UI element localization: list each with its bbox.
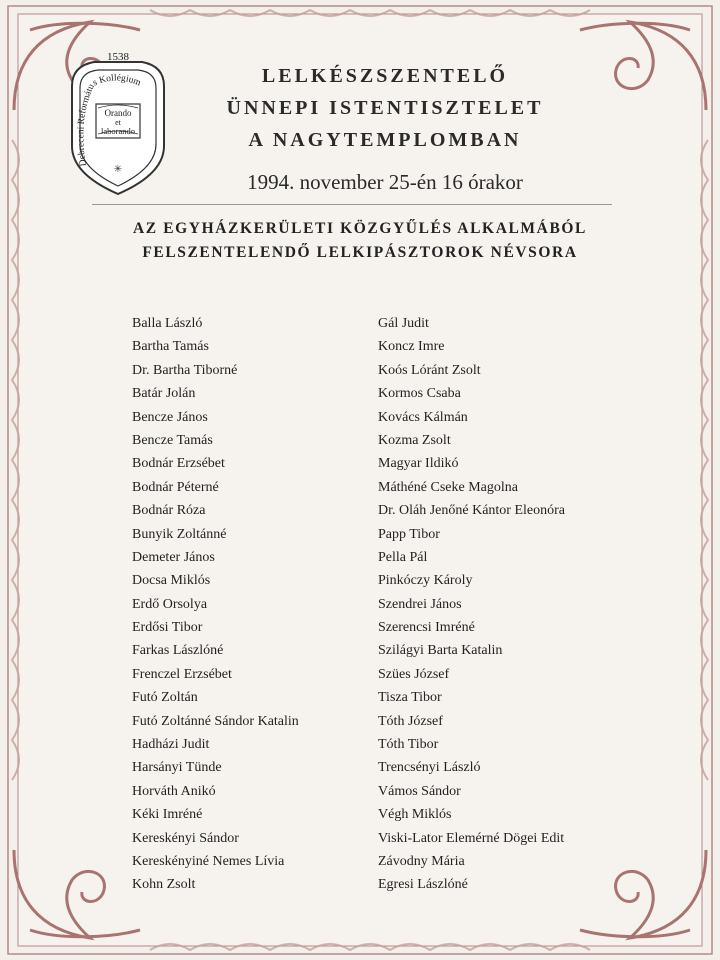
seal-motto-2: et <box>115 118 121 127</box>
service-title <box>150 60 620 156</box>
name-entry: Kereskényiné Nemes Lívia <box>132 853 285 869</box>
name-entry: Viski-Lator Elemérné Dögei Edit <box>378 830 565 846</box>
name-entry: Végh Miklós <box>378 807 452 823</box>
name-entry: Tóth Tibor <box>378 737 439 753</box>
name-entry: Tóth József <box>378 713 443 729</box>
name-entry: Szendrei János <box>378 596 462 612</box>
name-entry: Tisza Tibor <box>378 690 442 706</box>
subtitle-line-1: AZ EGYHÁZKERÜLETI KÖZGYŰLÉS ALKALMÁBÓL <box>133 220 587 237</box>
seal-year: 1538 <box>107 51 129 63</box>
name-entry: Bodnár Péterné <box>132 479 219 495</box>
title-line-1: LELKÉSZSZENTELŐ <box>261 65 509 87</box>
name-entry: Kozma Zsolt <box>378 432 451 448</box>
title-line-3: A NAGYTEMPLOMBAN <box>248 129 522 151</box>
name-entry: Dr. Oláh Jenőné Kántor Eleonóra <box>378 503 565 519</box>
name-entry: Harsányi Tünde <box>132 760 222 776</box>
name-entry: Bencze János <box>132 409 208 425</box>
seal-motto-1: Orando <box>104 108 132 118</box>
name-entry: Kereskényi Sándor <box>132 830 239 846</box>
name-entry: Bodnár Róza <box>132 503 206 519</box>
name-entry: Szües József <box>378 666 450 682</box>
name-entry: Bencze Tamás <box>132 432 213 448</box>
name-entry: Gál Judit <box>378 316 429 331</box>
seal-ring-text: Debreceni Református Kollégium <box>76 73 143 167</box>
title-line-2: ÜNNEPI ISTENTISZTELET <box>226 97 544 119</box>
name-entry: Batár Jolán <box>132 386 196 402</box>
name-entry: Pella Pál <box>378 549 428 565</box>
name-entry: Dr. Bartha Tiborné <box>132 362 238 378</box>
name-entry: Vámos Sándor <box>378 783 461 799</box>
divider-line <box>92 204 612 205</box>
name-entry: Balla László <box>132 316 203 331</box>
name-entry: Docsa Miklós <box>132 573 211 589</box>
name-entry: Koncz Imre <box>378 339 445 355</box>
name-entry: Bartha Tamás <box>132 339 209 355</box>
name-entry: Trencsényi László <box>378 760 481 776</box>
seal-motto-3: laborando <box>101 126 135 136</box>
name-entry: Máthéné Cseke Magolna <box>378 479 518 495</box>
name-entry: Kovács Kálmán <box>378 409 468 425</box>
subtitle-line-2: FELSZENTELENDŐ LELKIPÁSZTOROK NÉVSORA <box>142 244 578 261</box>
name-entry: Koós Lóránt Zsolt <box>378 362 481 378</box>
name-entry: Magyar Ildikó <box>378 456 459 472</box>
name-entry: Pinkóczy Károly <box>378 573 473 589</box>
name-entry: Bunyik Zoltánné <box>132 526 227 542</box>
name-entry: Szerencsi Imréné <box>378 620 475 636</box>
name-entry: Kohn Zsolt <box>132 877 196 893</box>
names-column-right <box>378 312 565 897</box>
name-entry: Erdő Orsolya <box>132 596 208 612</box>
name-entry: Kéki Imréné <box>132 807 203 823</box>
name-entry: Erdősi Tibor <box>132 620 203 636</box>
name-entry: Farkas Lászlóné <box>132 643 224 659</box>
name-entry: Bodnár Erzsébet <box>132 456 225 472</box>
name-entry: Demeter János <box>132 549 215 565</box>
name-entry: Egresi Lászlóné <box>378 877 468 893</box>
name-entry: Papp Tibor <box>378 526 440 542</box>
name-entry: Závodny Mária <box>378 853 465 869</box>
name-entry: Horváth Anikó <box>132 783 216 799</box>
names-column-left <box>132 312 299 897</box>
name-entry: Szilágyi Barta Katalin <box>378 643 503 659</box>
name-entry: Futó Zoltán <box>132 690 198 706</box>
name-entry: Kormos Csaba <box>378 386 461 402</box>
name-entry: Frenczel Erzsébet <box>132 666 232 682</box>
name-entry: Futó Zoltánné Sándor Katalin <box>132 713 299 729</box>
name-entry: Hadházi Judit <box>132 737 210 753</box>
seal-star-icon: ✳ <box>113 164 123 175</box>
service-date: 1994. november 25-én 16 órakor <box>247 170 523 194</box>
